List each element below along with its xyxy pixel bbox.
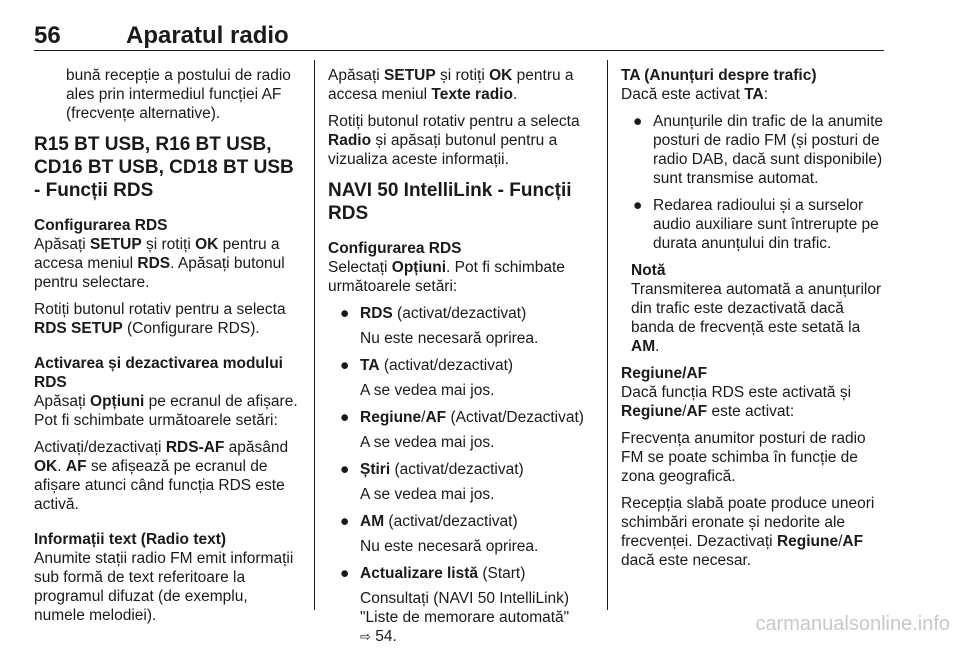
list-item-rds: ● RDS (activat/dezactivat)	[340, 305, 527, 322]
paragraph-ta-intro: Dacă este activat TA:	[621, 86, 769, 103]
list-item-ta: ● TA (activat/dezactivat)	[340, 357, 514, 374]
paragraph-options: Apăsați Opțiuni pe ecranul de afișare. Pot fi schimbate următoarele setări:	[34, 393, 298, 429]
note-box	[621, 261, 887, 356]
header-rule	[34, 50, 884, 51]
note-text: Transmiterea automată a anunțurilor din trafic este dezactivată dacă banda de frecvență este setată la AM.	[631, 281, 882, 355]
paragraph-texte-radio: Apăsați SETUP și rotiți OK pentru a accesa meniul Texte radio.	[328, 67, 574, 103]
list-item-ta-2: ● Redarea radioului și a surselor audio auxiliare sunt întrerupte pe durata anunțului din trafic.	[633, 197, 879, 252]
list-item-rds-note: Nu este necesară oprirea.	[360, 330, 539, 347]
paragraph-frequency: Frecvența anumitor posturi de radio FM se poate schimba în funcție de zona geografică.	[621, 430, 866, 485]
column-2	[328, 66, 594, 654]
heading-config-rds-navi: Configurarea RDS	[328, 240, 462, 257]
column-1	[34, 66, 302, 633]
heading-ta: TA (Anunțuri despre trafic)	[621, 67, 817, 84]
column-divider-1	[314, 60, 315, 610]
list-item-stiri: ● Știri (activat/dezactivat)	[340, 461, 524, 478]
paragraph-rds-af: Activați/dezactivați RDS-AF apăsând OK. AF se afișează pe ecranul de afișare atunci când funcția RDS este activă.	[34, 439, 289, 513]
list-item-am: ● AM (activat/dezactivat)	[340, 513, 518, 530]
watermark: carmanualsonline.info	[755, 613, 950, 635]
list-item-regiune-af: ● Regiune/AF (Activat/Dezactivat)	[340, 409, 584, 426]
cross-reference[interactable]: ⇨ 54.	[360, 628, 397, 645]
paragraph-regiune-af: Dacă funcția RDS este activată și Regiune/AF este activat:	[621, 384, 852, 420]
page-number: 56	[34, 22, 61, 49]
paragraph-rds-setup: Rotiți butonul rotativ pentru a selecta RDS SETUP (Configurare RDS).	[34, 301, 286, 337]
heading-config-rds: Configurarea RDS	[34, 217, 168, 234]
heading-regiune-af: Regiune/AF	[621, 365, 708, 382]
section-title-navi50: NAVI 50 IntelliLink - Funcții RDS	[328, 180, 572, 224]
paragraph-radio-text: Anumite stații radio FM emit informații sub formă de text referitoare la programul difuzat (de exemplu, numele melodiei).	[34, 550, 294, 624]
page-title: Aparatul radio	[126, 22, 289, 49]
page-header	[34, 22, 884, 52]
paragraph-select-options: Selectați Opțiuni. Pot fi schimbate următoarele setări:	[328, 259, 565, 295]
column-divider-2	[607, 60, 608, 610]
paragraph-weak-reception: Recepția slabă poate produce uneori schimbări eronate și nedorite ale frecvenței. Dezactivați Regiune/AF dacă este necesar.	[621, 495, 875, 569]
list-item-actualizare: ● Actualizare listă (Start)	[340, 565, 526, 582]
list-item-regiune-af-note: A se vedea mai jos.	[360, 434, 495, 451]
list-item-actualizare-note: Consultați (NAVI 50 IntelliLink) "Liste de memorare automată"	[360, 590, 570, 626]
list-item-ta-note: A se vedea mai jos.	[360, 382, 495, 399]
paragraph-select-radio: Rotiți butonul rotativ pentru a selecta Radio și apăsați butonul pentru a vizualiza aceste informații.	[328, 113, 580, 168]
heading-activate-rds: Activarea și dezactivarea modului RDS	[34, 355, 283, 391]
list-item-am-note: Nu este necesară oprirea.	[360, 538, 539, 555]
paragraph-setup: Apăsați SETUP și rotiți OK pentru a accesa meniul RDS. Apăsați butonul pentru selectare.	[34, 236, 285, 291]
heading-radio-text: Informații text (Radio text)	[34, 531, 227, 548]
arrow-right-icon: ⇨	[360, 629, 371, 644]
list-item-stiri-note: A se vedea mai jos.	[360, 486, 495, 503]
column-3	[621, 66, 887, 578]
note-heading: Notă	[631, 262, 666, 279]
continued-text: bună recepție a postului de radio ales prin intermediul funcției AF (frecvențe alternative).	[66, 67, 291, 122]
list-item-ta-1: ● Anunțurile din trafic de la anumite posturi de radio FM (și posturi de radio DAB, dacă sunt disponibile) sunt transmise automat.	[633, 113, 884, 187]
section-title-r15: R15 BT USB, R16 BT USB, CD16 BT USB, CD18 BT USB - Funcții RDS	[34, 134, 294, 201]
